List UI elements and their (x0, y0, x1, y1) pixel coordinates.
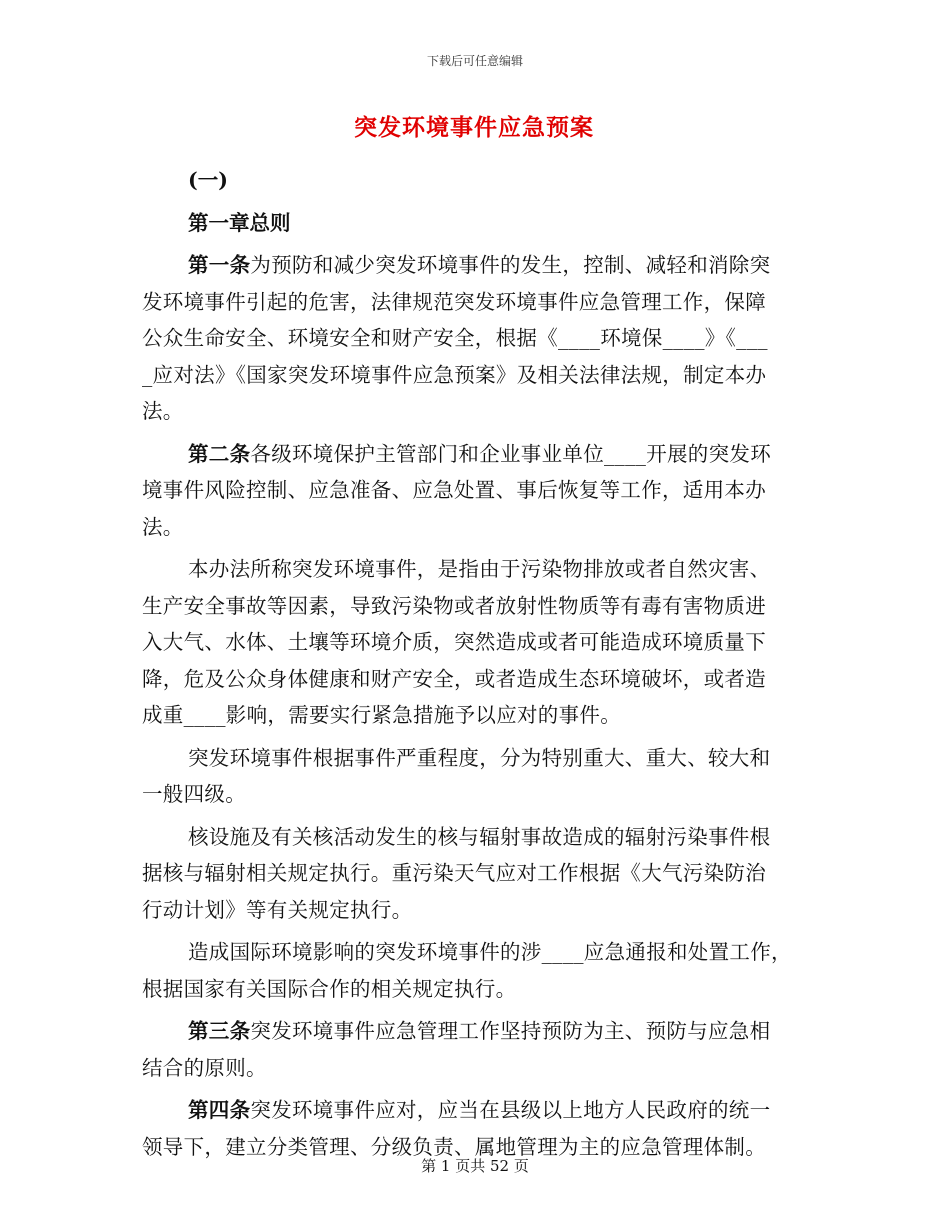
article-paragraph (142, 247, 806, 430)
line-text: 突发环境事件根据事件严重程度，分为特别重大、重大、较大和 (188, 745, 771, 770)
article-paragraph (142, 740, 806, 813)
line-text: 成重____影响，需要实行紧急措施予以应对的事件。 (142, 703, 621, 727)
line-text: 结合的原则。 (142, 1055, 267, 1080)
line-text: 领导下，建立分类管理、分级负责、属地管理为主的应急管理体制。 (142, 1134, 766, 1159)
line-text: 生产安全事故等因素，导致污染物或者放射性物质等有毒有害物质进 (142, 593, 766, 618)
article-paragraph (142, 1013, 806, 1086)
text-line (142, 697, 806, 734)
text-line (142, 855, 806, 892)
line-text: 为预防和减少突发环境事件的发生，控制、减轻和消除突 (250, 253, 771, 277)
text-line (142, 509, 806, 546)
line-text: 造成国际环境影响的突发环境事件的涉____应急通报和处置工作， (188, 940, 792, 964)
text-line (142, 1050, 806, 1087)
document-title: 突发环境事件应急预案 (354, 114, 594, 141)
line-text: 境事件风险控制、应急准备、应急处置、事后恢复等工作，适用本办 (142, 478, 766, 502)
article-paragraph (142, 551, 806, 734)
text-line (142, 624, 806, 661)
page-header: 下载后可任意编辑 (426, 54, 523, 68)
line-text: 入大气、水体、土壤等环境介质，突然造成或者可能造成环境质量下 (142, 630, 766, 654)
line-text: 发环境事件引起的危害，法律规范突发环境事件应急管理工作，保障 (142, 289, 766, 314)
line-text: 根据国家有关国际合作的相关规定执行。 (142, 976, 517, 1001)
section-number: (一) (188, 168, 228, 192)
article-paragraph (142, 436, 806, 546)
line-text: 各级环境保护主管部门和企业事业单位____开展的突发环 (250, 441, 772, 466)
line-text: 本办法所称突发环境事件，是指由于污染物排放或者自然灾害、 (188, 557, 771, 581)
line-text: 降，危及公众身体健康和财产安全，或者造成生态环境破坏，或者造 (142, 666, 766, 691)
text-line (142, 892, 806, 929)
text-line (142, 472, 806, 509)
line-text: 核设施及有关核活动发生的核与辐射事故造成的辐射污染事件根 (188, 824, 771, 849)
line-text: _应对法》《国家突发环境事件应急预案》及相关法律法规，制定本办 (142, 362, 767, 387)
article-label: 第二条 (188, 441, 251, 466)
line-text: 一般四级。 (142, 782, 246, 806)
text-line (142, 436, 806, 473)
line-text: 法。 (142, 514, 184, 539)
text-line (142, 551, 806, 588)
text-line (142, 1013, 806, 1050)
text-line (142, 588, 806, 625)
article-label: 第四条 (188, 1098, 251, 1122)
article-label: 第三条 (188, 1019, 251, 1043)
text-line (142, 320, 806, 357)
document-body (142, 108, 806, 1171)
article-list (142, 247, 806, 1165)
line-text: 突发环境事件应对，应当在县级以上地方人民政府的统一 (250, 1098, 771, 1122)
text-line (142, 934, 806, 971)
text-line (142, 357, 806, 394)
text-line (142, 740, 806, 777)
text-line (142, 284, 806, 321)
article-paragraph (142, 819, 806, 929)
text-line (142, 661, 806, 698)
article-label: 第一条 (188, 253, 251, 277)
text-line (142, 247, 806, 284)
line-text: 公众生命安全、环境安全和财产安全，根据《____环境保____》《___ (142, 326, 768, 350)
page-footer: 第 1 页共 52 页 (421, 1157, 529, 1175)
text-line (142, 819, 806, 856)
line-text: 突发环境事件应急管理工作坚持预防为主、预防与应急相 (250, 1019, 771, 1043)
line-text: 行动计划》等有关规定执行。 (142, 897, 413, 922)
text-line (142, 776, 806, 813)
text-line (142, 393, 806, 430)
line-text: 法。 (142, 399, 184, 423)
chapter-heading: 第一章总则 (188, 210, 291, 235)
text-line (142, 971, 806, 1008)
text-line (142, 1092, 806, 1129)
line-text: 据核与辐射相关规定执行。重污染天气应对工作根据《大气污染防治 (142, 861, 766, 885)
article-paragraph (142, 934, 806, 1007)
